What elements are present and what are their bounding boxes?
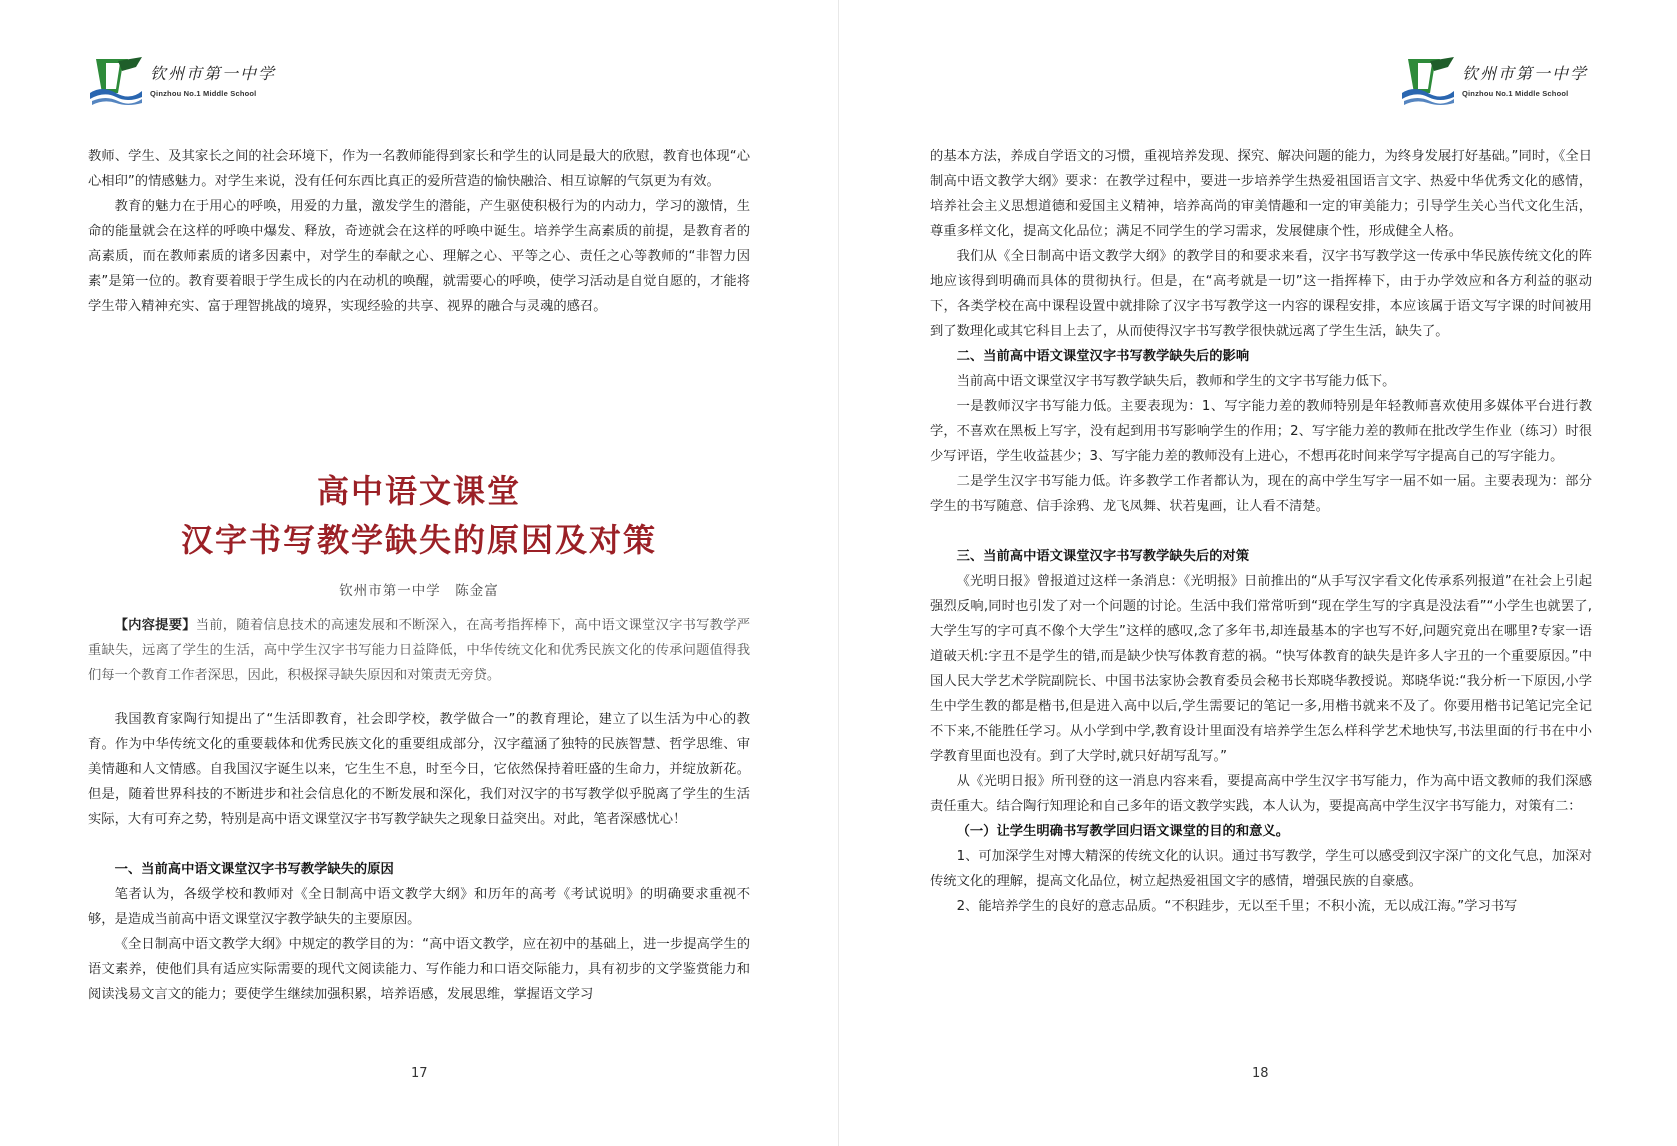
paragraph: 教育的魅力在于用心的呼唤，用爱的力量，激发学生的潜能，产生驱使积极行为的内动力，学习的激情，生命的能量就会在这样的呼唤中爆发、释放，奇迹就会在这样的呼唤中诞生。培养学生高素质的前提，是教育者的高素质，而在教师素质的诸多因素中，对学生的奉献之心、理解之心、平等之心、责任之心等教师的“非智力因素”是第一位的。教育要着眼于学生成长的内在动机的唤醒，就需要心的呼唤，使学习活动是自觉自愿的，才能将学生带入精神充实、富于理智挑战的境界，实现经验的共享、视界的融合与灵魂的感召。 xyxy=(88,199,750,314)
school-name-en: Qinzhou No.1 Middle School xyxy=(150,88,257,98)
school-name-cn: 钦州市第一中学 xyxy=(1461,63,1588,83)
paragraph: 笔者认为，各级学校和教师对《全日制高中语文教学大纲》和历年的高考《考试说明》的明确要求重视不够，是造成当前高中语文课堂汉字教学缺失的主要原因。 xyxy=(88,887,750,927)
sub-heading-1: （一）让学生明确书写教学回归语文课堂的目的和意义。 xyxy=(956,824,1290,839)
page-number: 18 xyxy=(1252,1066,1269,1081)
article-author: 钦州市第一中学 陈金富 xyxy=(339,583,499,599)
paragraph: 我国教育家陶行知提出了“生活即教育，社会即学校，教学做合一”的教育理论，建立了以生活为中心的教育。作为中华传统文化的重要载体和优秀民族文化的重要组成部分，汉字蕴涵了独特的民族智慧、哲学思维、审美情趣和人文情感。自我国汉字诞生以来，它生生不息，时至今日，它依然保持着旺盛的生命力，并绽放新花。但是，随着世界科技的不断进步和社会信息化的不断发展和深化，我们对汉字的书写教学似乎脱离了学生的生活实际，大有可弃之势，特别是高中语文课堂汉字书写教学缺失之现象日益突出。对此，笔者深感忧心！ xyxy=(88,712,750,827)
article-title-line-2: 汉字书写教学缺失的原因及对策 xyxy=(180,521,657,559)
paragraph: 的基本方法，养成自学语文的习惯，重视培养发现、探究、解决问题的能力，为终身发展打好基础。”同时，《全日制高中语文教学大纲》要求：在教学过程中，要进一步培养学生热爱祖国语言文字、热爱中华优秀文化的感情，培养社会主义思想道德和爱国主义精神，培养高尚的审美情趣和一定的审美能力；引导学生关心当代文化生活，尊重多样文化，提高文化品位；满足不同学生的学习需求，发展健康个性，形成健全人格。 xyxy=(930,149,1592,239)
abstract xyxy=(88,613,750,688)
section-heading-3: 三、当前高中语文课堂汉字书写教学缺失后的对策 xyxy=(956,549,1250,564)
paragraph: 2、能培养学生的良好的意志品质。“不积跬步，无以至千里；不积小流，无以成江海。”学习书写 xyxy=(956,899,1518,914)
paragraph: 二是学生汉字书写能力低。许多教学工作者都认为，现在的高中学生写字一届不如一届。主要表现为：部分学生的书写随意、信手涂鸦、龙飞凤舞、状若鬼画，让人看不清楚。 xyxy=(930,474,1592,514)
article-body-right xyxy=(930,144,1592,919)
paragraph: 一是教师汉字书写能力低。主要表现为：1、写字能力差的教师特别是年轻教师喜欢使用多媒体平台进行教学，不喜欢在黑板上写字，没有起到用书写影响学生的作用；2、写字能力差的教师在批改学生作业（练习）时很少写评语，学生收益甚少；3、写字能力差的教师没有上进心，不想再花时间来学写字提高自己的写字能力。 xyxy=(930,399,1592,464)
paragraph: 《光明日报》曾报道过这样一条消息：《光明报》日前推出的“从手写汉字看文化传承系列报道”在社会上引起强烈反响,同时也引发了对一个问题的讨论。生活中我们常常听到“现在学生写的字真是没法看”“小学生也就罢了,大学生写的字可真不像个大学生”这样的感叹,念了多年书,却连最基本的字也写不好,问题究竟出在哪里?专家一语道破天机:字丑不是学生的错,而是缺少快写体教育惹的祸。“快写体教育的缺失是许多人字丑的一个重要原因。”中国人民大学艺术学院副院长、中国书法家协会教育委员会秘书长郑晓华教授说。郑晓华说:“我分析一下原因,小学生中学生教的都是楷书,但是进入高中以后,学生需要记的笔记一多,用楷书就来不及了。你要用楷书记笔记完全记不下来,不能胜任学习。从小学到中学,教育设计里面没有培养学生怎么样科学艺术地快写,书法里面的行书在中小学教育里面也没有。到了大学时,就只好胡写乱写。” xyxy=(930,574,1592,764)
paragraph: 1、可加深学生对博大精深的传统文化的认识。通过书写教学，学生可以感受到汉字深广的文化气息，加深对传统文化的理解，提高文化品位，树立起热爱祖国文字的感情，增强民族的自豪感。 xyxy=(930,849,1592,889)
article-title-line-1: 高中语文课堂 xyxy=(316,472,521,510)
school-logo xyxy=(88,55,276,107)
article-body-left xyxy=(88,707,750,1007)
abstract-label: 【内容提要】 xyxy=(114,618,196,633)
paragraph: 教师、学生、及其家长之间的社会环境下，作为一名教师能得到家长和学生的认同是最大的欣慰，教育也体现“心心相印”的情感魅力。对学生来说，没有任何东西比真正的爱所营造的愉快融洽、相互谅解的气氛更为有效。 xyxy=(88,149,750,189)
abstract-text: 当前，随着信息技术的高速发展和不断深入，在高考指挥棒下，高中语文课堂汉字书写教学严重缺失，远离了学生的生活，高中学生汉字书写能力日益降低，中华传统文化和优秀民族文化的传承问题值得我们每一个教育工作者深思，因此，积极探寻缺失原因和对策责无旁贷。 xyxy=(88,618,751,683)
section-heading-2: 二、当前高中语文课堂汉字书写教学缺失后的影响 xyxy=(956,349,1250,364)
section-heading-1: 一、当前高中语文课堂汉字书写教学缺失的原因 xyxy=(114,862,394,877)
paragraph: 当前高中语文课堂汉字书写教学缺失后，教师和学生的文字书写能力低下。 xyxy=(956,374,1396,389)
page-18 xyxy=(839,0,1677,1146)
school-name-cn: 钦州市第一中学 xyxy=(150,63,277,83)
article-title-block xyxy=(88,467,750,599)
paragraph: 《全日制高中语文教学大纲》中规定的教学目的为：“高中语文教学，应在初中的基础上，进一步提高学生的语文素养，使他们具有适应实际需要的现代文阅读能力、写作能力和口语交际能力，具有初步的文学鉴赏能力和阅读浅易文言文的能力；要使学生继续加强积累，培养语感，发展思维，掌握语文学习 xyxy=(88,937,750,1002)
school-logo xyxy=(1400,55,1588,107)
paragraph: 从《光明日报》所刊登的这一消息内容来看，要提高高中学生汉字书写能力，作为高中语文教师的我们深感责任重大。结合陶行知理论和自己多年的语文教学实践，本人认为，要提高高中学生汉字书写能力，对策有二： xyxy=(930,774,1592,814)
intro-section xyxy=(88,144,750,319)
school-emblem-icon xyxy=(88,55,144,107)
paragraph: 我们从《全日制高中语文教学大纲》的教学目的和要求来看，汉字书写教学这一传承中华民族传统文化的阵地应该得到明确而具体的贯彻执行。但是，在“高考就是一切”这一指挥棒下，由于办学效应和各方利益的驱动下，各类学校在高中课程设置中就排除了汉字书写教学这一内容的课程安排，本应该属于语文写字课的时间被用到了数理化或其它科目上去了，从而使得汉字书写教学很快就远离了学生生活，缺失了。 xyxy=(930,249,1592,339)
page-number: 17 xyxy=(411,1066,428,1081)
school-name-en: Qinzhou No.1 Middle School xyxy=(1461,88,1569,98)
school-emblem-icon xyxy=(1400,55,1456,107)
